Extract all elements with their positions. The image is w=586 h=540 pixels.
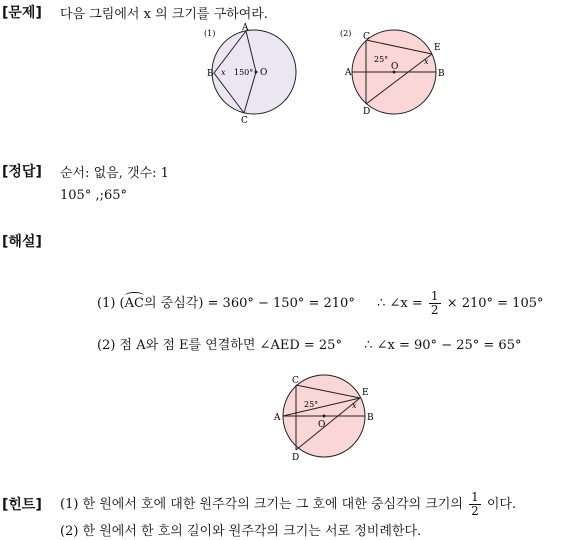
fig2-point-C: C — [363, 32, 370, 42]
hint-label: [힌트] — [2, 497, 42, 513]
expl1-prefix: (1) ( — [97, 296, 125, 311]
fig2-point-B: B — [438, 69, 445, 79]
answer-line-2: 105° ,;65° — [60, 188, 127, 203]
expl1-mid: 의 중심각) = 360° − 150° = 210° — [143, 296, 355, 311]
figure-1 — [196, 22, 308, 126]
fig1-number: (1) — [204, 29, 216, 38]
fig2-angle-value: 25° — [374, 55, 389, 64]
fig2-angle-x: x — [424, 57, 429, 66]
fig3-angle-x: x — [352, 401, 357, 410]
expl1-arc-AC: AC — [125, 292, 144, 311]
fig1-point-C: C — [241, 116, 248, 126]
fig3-point-O: O — [318, 420, 326, 430]
fig3-point-C: C — [292, 376, 299, 386]
hint-line-1 — [60, 491, 516, 518]
figure-2 — [336, 22, 452, 122]
fig1-point-A: A — [242, 23, 249, 33]
expl2-therefore: ∴ ∠x = 90° − 25° = 65° — [364, 338, 522, 353]
fig1-point-B: B — [207, 69, 214, 79]
answer-label: [정답] — [2, 164, 42, 180]
fig3-center-dot — [323, 415, 326, 418]
fig1-center-dot — [255, 71, 258, 74]
fig3-point-B: B — [367, 413, 374, 423]
fig3-angle-value: 25° — [304, 400, 319, 409]
fig2-point-D: D — [363, 107, 371, 117]
expl1-tail: × 210° = 105° — [446, 296, 544, 311]
fig2-point-O: O — [391, 62, 399, 72]
problem-text: 다음 그림에서 x 의 크기를 구하여라. — [60, 7, 268, 22]
fig2-point-A: A — [345, 68, 352, 78]
hint1-tail: 이다. — [486, 497, 517, 512]
fig2-point-E: E — [434, 43, 441, 53]
fig1-angle-x: x — [221, 68, 226, 77]
expl2-prefix: (2) 점 A와 점 E를 연결하면 ∠AED = 25° — [97, 338, 342, 353]
fig3-point-E: E — [362, 388, 369, 398]
explanation-line-2 — [97, 334, 521, 353]
hint1-fraction: $\frac{1}{2}$ — [471, 490, 479, 518]
hint-line-2: (2) 한 원에서 한 호의 길이와 원주각의 크기는 서로 정비례한다. — [60, 524, 422, 539]
figure-3 — [268, 370, 380, 466]
expl1-therefore: ∴ ∠x = — [377, 296, 423, 311]
explanation-line-1 — [97, 290, 544, 317]
fig1-angle-value: 150° — [234, 68, 254, 77]
hint1-text: (1) 한 원에서 호에 대한 원주각의 크기는 그 호에 대한 중심각의 크기의 — [60, 497, 463, 512]
fig2-number: (2) — [340, 29, 352, 38]
expl1-fraction: $\frac{1}{2}$ — [430, 289, 439, 317]
answer-line-1: 순서: 없음, 갯수: 1 — [60, 166, 169, 181]
problem-label: [문제] — [2, 5, 42, 21]
fig3-point-D: D — [292, 453, 300, 463]
fig3-point-A: A — [274, 413, 281, 423]
explanation-label: [해설] — [2, 234, 42, 250]
fig1-point-O: O — [260, 68, 268, 78]
